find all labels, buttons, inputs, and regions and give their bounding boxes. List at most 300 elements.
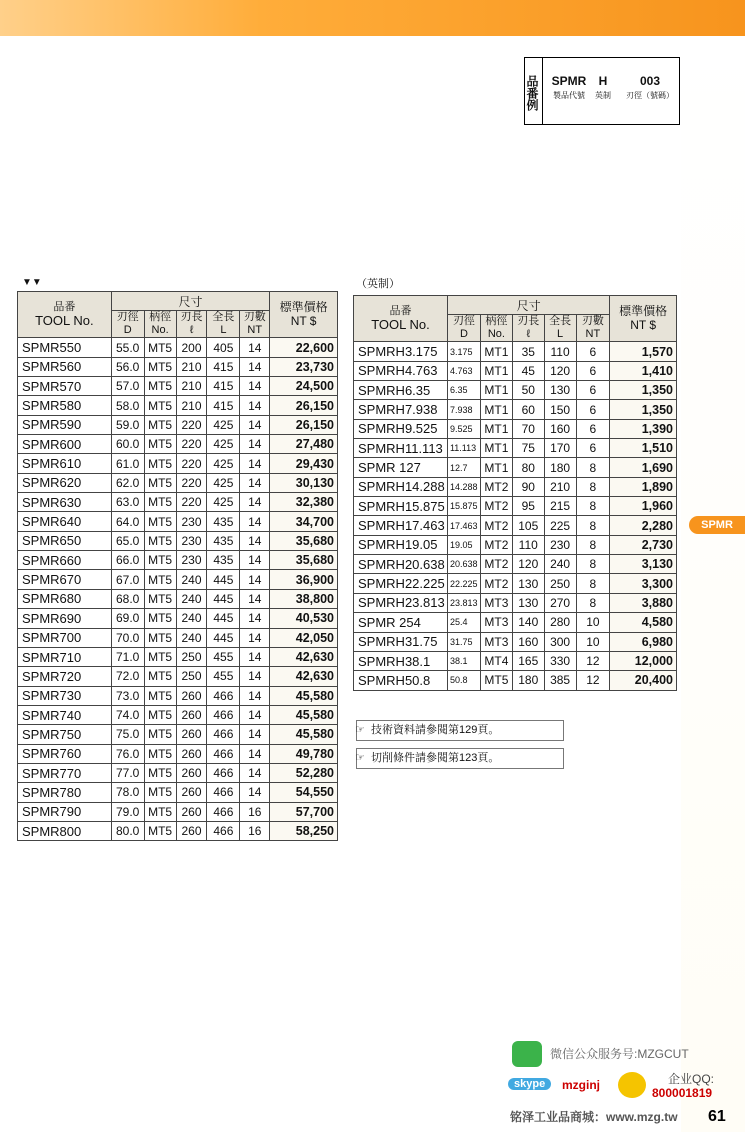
flutes-cell: 14 <box>240 725 270 744</box>
shank-cell: MT5 <box>144 551 176 570</box>
diameter-cell: 68.0 <box>111 589 144 608</box>
overall-length-cell: 466 <box>207 725 240 744</box>
diameter-cell: 59.0 <box>111 415 144 434</box>
price-cell: 22,600 <box>270 338 338 357</box>
page-number: 61 <box>708 1108 726 1125</box>
diameter-cell: 78.0 <box>111 783 144 802</box>
price-cell: 3,300 <box>610 574 677 593</box>
table-row <box>18 357 338 376</box>
flute-length-cell: 45 <box>512 361 544 380</box>
legend-item-diameter: 003 刃徑（號碼） <box>626 74 674 100</box>
diameter-cell: 15.875 <box>447 497 480 516</box>
header-tool: 品番 TOOL No. <box>354 296 448 342</box>
diameter-cell: 57.0 <box>111 377 144 396</box>
price-cell: 40,530 <box>270 609 338 628</box>
shank-cell: MT5 <box>144 531 176 550</box>
flutes-cell: 12 <box>576 651 610 670</box>
legend-label: 品番例 <box>525 58 543 124</box>
flutes-cell: 14 <box>240 667 270 686</box>
overall-length-cell: 405 <box>207 338 240 357</box>
flute-length-cell: 220 <box>176 493 207 512</box>
overall-length-cell: 445 <box>207 589 240 608</box>
overall-length-cell: 466 <box>207 783 240 802</box>
diameter-cell: 80.0 <box>111 821 144 840</box>
shank-cell: MT5 <box>144 628 176 647</box>
metric-size-table <box>17 291 338 841</box>
flutes-cell: 8 <box>576 535 610 554</box>
tool-no-cell: SPMRH15.875 <box>354 497 448 516</box>
tool-no-cell: SPMRH23.813 <box>354 593 448 612</box>
tool-no-cell: SPMR610 <box>18 454 112 473</box>
qq-icon <box>618 1072 646 1098</box>
price-cell: 35,680 <box>270 551 338 570</box>
table-row <box>18 415 338 434</box>
diameter-cell: 61.0 <box>111 454 144 473</box>
tool-no-cell: SPMRH19.05 <box>354 535 448 554</box>
shank-cell: MT5 <box>144 725 176 744</box>
price-cell: 42,630 <box>270 647 338 666</box>
table-row <box>18 744 338 763</box>
flutes-cell: 16 <box>240 821 270 840</box>
inch-section-title: （英制） <box>356 278 400 290</box>
diameter-cell: 6.35 <box>447 381 480 400</box>
tool-no-cell: SPMR680 <box>18 589 112 608</box>
shank-cell: MT5 <box>144 338 176 357</box>
flutes-cell: 14 <box>240 589 270 608</box>
tool-no-cell: SPMRH31.75 <box>354 632 448 651</box>
header-nt: 刃數 NT <box>576 315 610 342</box>
flutes-cell: 10 <box>576 632 610 651</box>
header-d: 刃徑 D <box>111 311 144 338</box>
shank-cell: MT1 <box>480 342 512 361</box>
table-row <box>354 381 677 400</box>
tool-no-cell: SPMR630 <box>18 493 112 512</box>
flutes-cell: 14 <box>240 628 270 647</box>
tool-no-cell: SPMR560 <box>18 357 112 376</box>
shank-cell: MT1 <box>480 361 512 380</box>
price-cell: 58,250 <box>270 821 338 840</box>
overall-length-cell: 385 <box>544 671 576 690</box>
price-cell: 45,580 <box>270 705 338 724</box>
flutes-cell: 14 <box>240 512 270 531</box>
table-row <box>18 512 338 531</box>
flute-length-cell: 220 <box>176 415 207 434</box>
diameter-cell: 71.0 <box>111 647 144 666</box>
table-row <box>18 628 338 647</box>
flute-length-cell: 105 <box>512 516 544 535</box>
diameter-cell: 38.1 <box>447 651 480 670</box>
qq-number: 800001819 <box>652 1086 713 1100</box>
overall-length-cell: 425 <box>207 435 240 454</box>
diameter-cell: 60.0 <box>111 435 144 454</box>
price-cell: 32,380 <box>270 493 338 512</box>
flutes-cell: 6 <box>576 400 610 419</box>
flute-length-cell: 250 <box>176 647 207 666</box>
price-cell: 1,390 <box>610 419 677 438</box>
price-cell: 1,570 <box>610 342 677 361</box>
overall-length-cell: 415 <box>207 357 240 376</box>
tool-no-cell: SPMRH9.525 <box>354 419 448 438</box>
overall-length-cell: 455 <box>207 647 240 666</box>
overall-length-cell: 435 <box>207 551 240 570</box>
shank-cell: MT5 <box>144 435 176 454</box>
flutes-cell: 14 <box>240 609 270 628</box>
price-cell: 36,900 <box>270 570 338 589</box>
flutes-cell: 14 <box>240 705 270 724</box>
diameter-cell: 69.0 <box>111 609 144 628</box>
tool-no-cell: SPMRH14.288 <box>354 477 448 496</box>
flute-length-cell: 120 <box>512 555 544 574</box>
flutes-cell: 8 <box>576 458 610 477</box>
price-cell: 26,150 <box>270 415 338 434</box>
shank-cell: MT5 <box>144 783 176 802</box>
shank-cell: MT3 <box>480 613 512 632</box>
shop-url: 铭泽工业品商城：www.mzg.tw <box>510 1110 678 1124</box>
price-cell: 20,400 <box>610 671 677 690</box>
price-cell: 34,700 <box>270 512 338 531</box>
flutes-cell: 14 <box>240 783 270 802</box>
table-row <box>18 686 338 705</box>
flute-length-cell: 260 <box>176 783 207 802</box>
overall-length-cell: 466 <box>207 705 240 724</box>
flute-length-cell: 60 <box>512 400 544 419</box>
table-row <box>18 609 338 628</box>
overall-length-cell: 466 <box>207 686 240 705</box>
section-tab-spmr[interactable]: SPMR <box>689 516 745 534</box>
tool-no-cell: SPMR580 <box>18 396 112 415</box>
header-mt: 柄徑 No. <box>144 311 176 338</box>
flutes-cell: 6 <box>576 439 610 458</box>
overall-length-cell: 445 <box>207 628 240 647</box>
table-row <box>354 574 677 593</box>
shank-cell: MT5 <box>144 454 176 473</box>
price-cell: 1,690 <box>610 458 677 477</box>
flutes-cell: 14 <box>240 763 270 782</box>
table-row <box>18 570 338 589</box>
flute-length-cell: 50 <box>512 381 544 400</box>
table-row <box>354 555 677 574</box>
price-cell: 2,730 <box>610 535 677 554</box>
shank-cell: MT5 <box>144 377 176 396</box>
tool-no-cell: SPMR710 <box>18 647 112 666</box>
shank-cell: MT5 <box>144 415 176 434</box>
header-size: 尺寸 <box>447 296 609 315</box>
shank-cell: MT2 <box>480 555 512 574</box>
shank-cell: MT5 <box>144 821 176 840</box>
table-row <box>354 632 677 651</box>
price-cell: 3,880 <box>610 593 677 612</box>
flutes-cell: 8 <box>576 477 610 496</box>
tool-no-cell: SPMR 254 <box>354 613 448 632</box>
flute-length-cell: 90 <box>512 477 544 496</box>
price-cell: 30,130 <box>270 473 338 492</box>
shank-cell: MT5 <box>480 671 512 690</box>
flute-length-cell: 110 <box>512 535 544 554</box>
diameter-cell: 9.525 <box>447 419 480 438</box>
header-nt: 刃數 NT <box>240 311 270 338</box>
overall-length-cell: 466 <box>207 744 240 763</box>
table-row <box>18 435 338 454</box>
overall-length-cell: 425 <box>207 415 240 434</box>
wechat-label: 微信公众服务号:MZGCUT <box>550 1047 689 1061</box>
shank-cell: MT5 <box>144 493 176 512</box>
shank-cell: MT5 <box>144 667 176 686</box>
shank-cell: MT5 <box>144 744 176 763</box>
price-cell: 2,280 <box>610 516 677 535</box>
tool-no-cell: SPMRH4.763 <box>354 361 448 380</box>
shank-cell: MT5 <box>144 512 176 531</box>
table-row <box>18 802 338 821</box>
overall-length-cell: 415 <box>207 396 240 415</box>
shank-cell: MT2 <box>480 477 512 496</box>
tool-no-cell: SPMRH3.175 <box>354 342 448 361</box>
price-cell: 35,680 <box>270 531 338 550</box>
shank-cell: MT1 <box>480 458 512 477</box>
tool-no-cell: SPMR770 <box>18 763 112 782</box>
tool-no-cell: SPMRH7.938 <box>354 400 448 419</box>
side-strip <box>681 36 745 1132</box>
diameter-cell: 62.0 <box>111 473 144 492</box>
table-row <box>18 725 338 744</box>
table-row <box>354 439 677 458</box>
header-l2: 全長 L <box>207 311 240 338</box>
tool-no-cell: SPMR550 <box>18 338 112 357</box>
overall-length-cell: 210 <box>544 477 576 496</box>
flutes-cell: 16 <box>240 802 270 821</box>
tool-no-cell: SPMR750 <box>18 725 112 744</box>
flutes-cell: 14 <box>240 396 270 415</box>
tool-no-cell: SPMR640 <box>18 512 112 531</box>
table-row <box>354 613 677 632</box>
table-row <box>18 473 338 492</box>
shank-cell: MT5 <box>144 570 176 589</box>
flute-length-cell: 260 <box>176 763 207 782</box>
legend-item-series: SPMR 製品代號 <box>551 74 587 100</box>
table-row <box>18 647 338 666</box>
price-cell: 4,580 <box>610 613 677 632</box>
overall-length-cell: 455 <box>207 667 240 686</box>
price-cell: 27,480 <box>270 435 338 454</box>
diameter-cell: 58.0 <box>111 396 144 415</box>
flute-length-cell: 260 <box>176 821 207 840</box>
flutes-cell: 8 <box>576 574 610 593</box>
tool-no-cell: SPMRH50.8 <box>354 671 448 690</box>
flute-length-cell: 250 <box>176 667 207 686</box>
shank-cell: MT5 <box>144 396 176 415</box>
header-tool: 品番 TOOL No. <box>18 292 112 338</box>
table-row <box>18 377 338 396</box>
price-cell: 45,580 <box>270 725 338 744</box>
flutes-cell: 14 <box>240 551 270 570</box>
flute-length-cell: 230 <box>176 512 207 531</box>
flute-length-cell: 160 <box>512 632 544 651</box>
technical-data-note[interactable]: ☞ 技術資料請參閱第129頁。 <box>356 720 564 741</box>
diameter-cell: 17.463 <box>447 516 480 535</box>
overall-length-cell: 280 <box>544 613 576 632</box>
header-mt: 柄徑 No. <box>480 315 512 342</box>
tool-no-cell: SPMRH6.35 <box>354 381 448 400</box>
flute-length-cell: 260 <box>176 686 207 705</box>
shank-cell: MT4 <box>480 651 512 670</box>
table-row <box>18 783 338 802</box>
diameter-cell: 7.938 <box>447 400 480 419</box>
flute-length-cell: 230 <box>176 551 207 570</box>
flute-length-cell: 240 <box>176 589 207 608</box>
table-row <box>354 419 677 438</box>
flute-length-cell: 130 <box>512 593 544 612</box>
flutes-cell: 14 <box>240 493 270 512</box>
cutting-conditions-note[interactable]: ☞ 切削條件請參閱第123頁。 <box>356 748 564 769</box>
table-row <box>18 454 338 473</box>
table-row <box>18 667 338 686</box>
flute-length-cell: 180 <box>512 671 544 690</box>
flute-length-cell: 240 <box>176 628 207 647</box>
header-d: 刃徑 D <box>447 315 480 342</box>
flute-length-cell: 220 <box>176 454 207 473</box>
diameter-cell: 22.225 <box>447 574 480 593</box>
header-price: 標準價格 NT $ <box>270 292 338 338</box>
flute-length-cell: 200 <box>176 338 207 357</box>
overall-length-cell: 425 <box>207 473 240 492</box>
flutes-cell: 14 <box>240 473 270 492</box>
flutes-cell: 6 <box>576 419 610 438</box>
shank-cell: MT5 <box>144 647 176 666</box>
overall-length-cell: 110 <box>544 342 576 361</box>
overall-length-cell: 180 <box>544 458 576 477</box>
skype-id: mzginj <box>562 1078 600 1092</box>
overall-length-cell: 466 <box>207 802 240 821</box>
price-cell: 42,050 <box>270 628 338 647</box>
diameter-cell: 77.0 <box>111 763 144 782</box>
tool-no-cell: SPMRH17.463 <box>354 516 448 535</box>
price-cell: 6,980 <box>610 632 677 651</box>
diameter-cell: 73.0 <box>111 686 144 705</box>
price-cell: 45,580 <box>270 686 338 705</box>
overall-length-cell: 330 <box>544 651 576 670</box>
tool-no-cell: SPMR600 <box>18 435 112 454</box>
price-cell: 1,350 <box>610 381 677 400</box>
flutes-cell: 10 <box>576 613 610 632</box>
diameter-cell: 19.05 <box>447 535 480 554</box>
shank-cell: MT1 <box>480 419 512 438</box>
flutes-cell: 14 <box>240 435 270 454</box>
tool-no-cell: SPMR 127 <box>354 458 448 477</box>
diameter-cell: 55.0 <box>111 338 144 357</box>
flute-length-cell: 70 <box>512 419 544 438</box>
table-row <box>18 551 338 570</box>
price-cell: 12,000 <box>610 651 677 670</box>
shank-cell: MT1 <box>480 381 512 400</box>
diameter-cell: 56.0 <box>111 357 144 376</box>
shank-cell: MT2 <box>480 516 512 535</box>
table-row <box>354 651 677 670</box>
shank-cell: MT5 <box>144 473 176 492</box>
flutes-cell: 14 <box>240 744 270 763</box>
flute-length-cell: 260 <box>176 744 207 763</box>
flute-length-cell: 230 <box>176 531 207 550</box>
table-row <box>354 458 677 477</box>
table-row <box>354 342 677 361</box>
diameter-cell: 11.113 <box>447 439 480 458</box>
diameter-cell: 50.8 <box>447 671 480 690</box>
flute-length-cell: 95 <box>512 497 544 516</box>
table-row <box>18 493 338 512</box>
table-row <box>354 477 677 496</box>
overall-length-cell: 240 <box>544 555 576 574</box>
flutes-cell: 12 <box>576 671 610 690</box>
price-cell: 54,550 <box>270 783 338 802</box>
tool-no-cell: SPMR590 <box>18 415 112 434</box>
shank-cell: MT5 <box>144 763 176 782</box>
flute-length-cell: 140 <box>512 613 544 632</box>
tool-no-cell: SPMR720 <box>18 667 112 686</box>
overall-length-cell: 270 <box>544 593 576 612</box>
overall-length-cell: 435 <box>207 512 240 531</box>
diameter-cell: 75.0 <box>111 725 144 744</box>
header-l2: 全長 L <box>544 315 576 342</box>
flutes-cell: 6 <box>576 342 610 361</box>
price-cell: 49,780 <box>270 744 338 763</box>
flute-length-cell: 210 <box>176 396 207 415</box>
tool-no-cell: SPMR570 <box>18 377 112 396</box>
tool-no-cell: SPMR760 <box>18 744 112 763</box>
flute-length-cell: 240 <box>176 570 207 589</box>
tool-no-cell: SPMR670 <box>18 570 112 589</box>
flute-length-cell: 220 <box>176 473 207 492</box>
table-row <box>18 705 338 724</box>
diameter-cell: 76.0 <box>111 744 144 763</box>
price-cell: 42,630 <box>270 667 338 686</box>
shank-cell: MT3 <box>480 632 512 651</box>
tool-no-cell: SPMR740 <box>18 705 112 724</box>
diameter-cell: 72.0 <box>111 667 144 686</box>
flutes-cell: 8 <box>576 516 610 535</box>
pointing-hand-icon: ☞ <box>355 752 365 764</box>
diameter-cell: 66.0 <box>111 551 144 570</box>
overall-length-cell: 445 <box>207 570 240 589</box>
tool-no-cell: SPMR690 <box>18 609 112 628</box>
wechat-icon <box>512 1041 542 1067</box>
table-row <box>354 535 677 554</box>
diameter-cell: 70.0 <box>111 628 144 647</box>
flute-length-cell: 260 <box>176 802 207 821</box>
flute-length-cell: 35 <box>512 342 544 361</box>
flutes-cell: 14 <box>240 415 270 434</box>
flutes-cell: 14 <box>240 570 270 589</box>
overall-length-cell: 466 <box>207 763 240 782</box>
shank-cell: MT5 <box>144 357 176 376</box>
flutes-cell: 14 <box>240 531 270 550</box>
overall-length-cell: 415 <box>207 377 240 396</box>
diameter-cell: 20.638 <box>447 555 480 574</box>
legend-item-inch: H 英制 <box>595 74 611 100</box>
table-row <box>354 593 677 612</box>
diameter-cell: 79.0 <box>111 802 144 821</box>
price-cell: 57,700 <box>270 802 338 821</box>
header-size: 尺寸 <box>111 292 269 311</box>
price-cell: 26,150 <box>270 396 338 415</box>
table-row <box>354 516 677 535</box>
tool-no-cell: SPMRH20.638 <box>354 555 448 574</box>
price-cell: 23,730 <box>270 357 338 376</box>
price-cell: 1,960 <box>610 497 677 516</box>
overall-length-cell: 130 <box>544 381 576 400</box>
flute-length-cell: 80 <box>512 458 544 477</box>
tool-no-cell: SPMRH38.1 <box>354 651 448 670</box>
flute-length-cell: 165 <box>512 651 544 670</box>
overall-length-cell: 300 <box>544 632 576 651</box>
table-row <box>18 763 338 782</box>
